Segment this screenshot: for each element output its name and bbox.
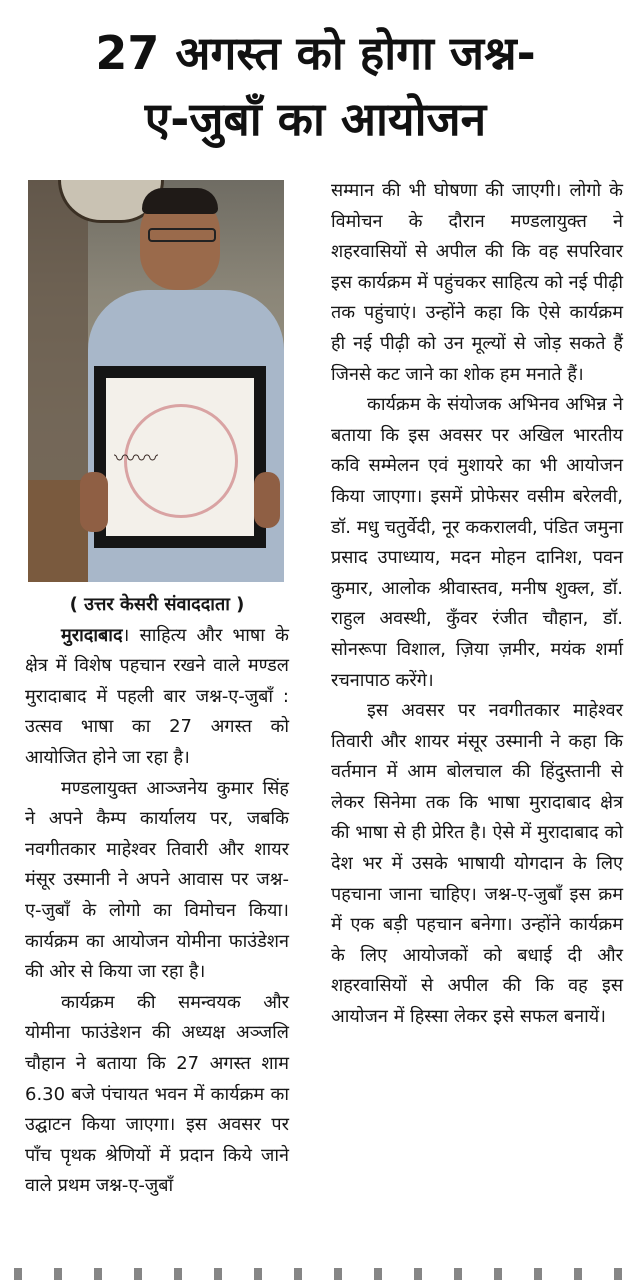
byline: ( उत्तर केसरी संवाददाता ) bbox=[69, 594, 245, 615]
headline-line-2: ए-जुबाँ का आयोजन bbox=[144, 92, 487, 146]
headline bbox=[0, 20, 631, 152]
article-column-left bbox=[25, 590, 289, 1202]
next-article-edge bbox=[0, 1268, 631, 1280]
paragraph-4: सम्मान की भी घोषणा की जाएगी। लोगो के विमोचन के दौरान मण्डलायुक्त ने शहरवासियों से अपील की कि वह सपरिवार इस कार्यक्रम में पहुंचकर साहित्य को नई पीढ़ी तक पहुंचाएं। उन्होंने कहा कि ऐसे कार्यक्रम ही नई पीढ़ी को उन मूल्यों से जोड़ सकते हैं जिनसे कट जाने का शोक हम मनाते हैं। bbox=[331, 180, 623, 385]
paragraph-1-text: । साहित्य और भाषा के क्षेत्र में विशेष पहचान रखने वाले मण्डल मुरादाबाद में पहली बार जश्न-ए-जुबाँ : उत्सव भाषा का 27 अगस्त को आयोजित होने जा रहा है। bbox=[25, 624, 289, 768]
photo-shelf bbox=[28, 480, 88, 582]
news-photo bbox=[28, 180, 284, 582]
photo-person-glasses bbox=[148, 228, 216, 242]
headline-line-1: 27 अगस्त को होगा जश्न- bbox=[95, 26, 536, 80]
photo-person-hair bbox=[142, 188, 218, 214]
photo-logo-calligraphy: 〰〰 bbox=[114, 447, 159, 472]
dateline: मुरादाबाद bbox=[61, 624, 123, 646]
paragraph-6: इस अवसर पर नवगीतकार माहेश्वर तिवारी और शायर मंसूर उस्मानी ने कहा कि वर्तमान में आम बोलचाल की हिंदुस्तानी से लेकर सिनेमा तक कि भाषा मुरादाबाद क्षेत्र की भाषा से ही प्रेरित है। ऐसे में मुरादाबाद को देश भर में उसके भाषायी योगदान के लिए पहचाना जाना चाहिए। जश्न-ए-जुबाँ इस क्रम में एक बड़ी पहचान बनेगा। उन्होंने कार्यक्रम के लिए आयोजकों को बधाई दी और शहरवासियों से अपील की कि वह इस आयोजन में हिस्सा लेकर इसे सफल बनायें। bbox=[331, 700, 623, 1028]
paragraph-5: कार्यक्रम के संयोजक अभिनव अभिन्न ने बताया कि इस अवसर पर अखिल भारतीय कवि सम्मेलन एवं मुशायरे का भी आयोजन किया जाएगा। इसमें प्रोफेसर वसीम बरेलवी, डॉ. मधु चतुर्वेदी, नूर ककरालवी, पंडित जमुना प्रसाद उपाध्याय, मदन मोहन दानिश, पवन कुमार, आलोक श्रीवास्तव, मनीष शुक्ल, डॉ. राहुल अवस्थी, कुँवर रंजीत चौहान, डॉ. सोनरूपा विशाल, ज़िया ज़मीर, मयंक शर्मा रचनापाठ करेंगे। bbox=[331, 394, 623, 691]
paragraph-3: कार्यक्रम की समन्वयक और योमीना फाउंडेशन की अध्यक्ष अञ्जलि चौहान ने बताया कि 27 अगस्त शाम 6.30 बजे पंचायत भवन में कार्यक्रम का उद्घाटन किया जाएगा। इस अवसर पर पाँच पृथक श्रेणियों में प्रदान किये जाने वाले प्रथम जश्न-ए-जुबाँ bbox=[25, 991, 289, 1197]
article-column-right bbox=[331, 176, 623, 1033]
paragraph-2: मण्डलायुक्त आञ्जनेय कुमार सिंह ने अपने कैम्प कार्यालय पर, जबकि नवगीतकार माहेश्वर तिवारी और शायर मंसूर उस्मानी ने अपने आवास पर जश्न-ए-जुबाँ के लोगो का विमोचन किया। कार्यक्रम का आयोजन योमीना फाउंडेशन की ओर से किया जा रहा है। bbox=[25, 777, 289, 983]
photo-hand-right bbox=[254, 472, 280, 528]
paragraph-1 bbox=[25, 621, 289, 774]
photo-hand-left bbox=[80, 472, 108, 532]
